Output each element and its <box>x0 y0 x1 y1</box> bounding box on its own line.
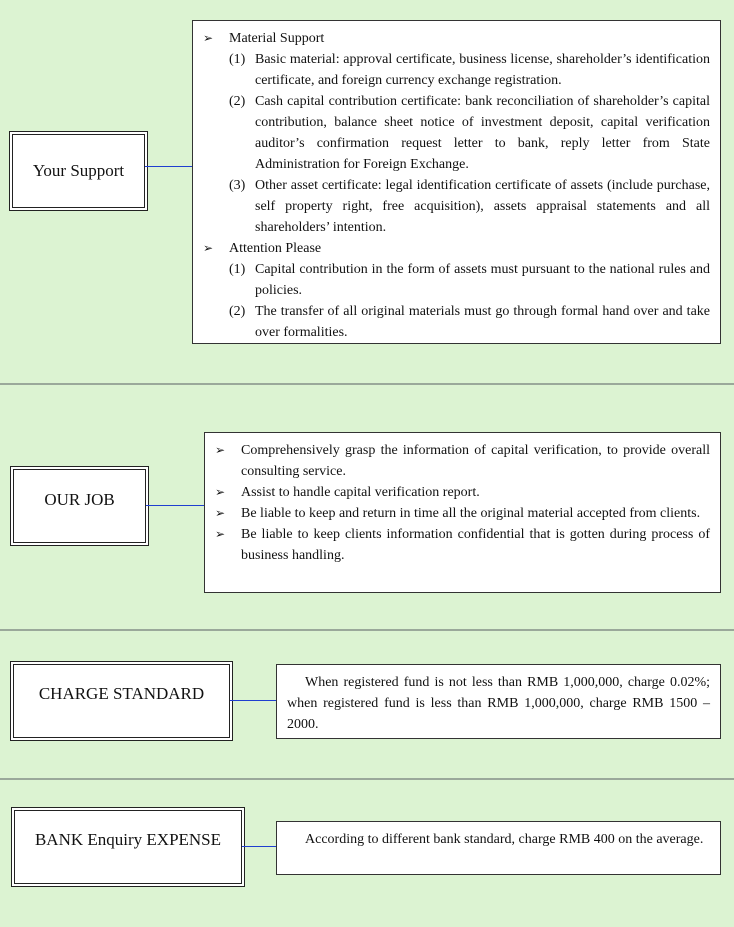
our-job-connector <box>146 505 205 506</box>
section-divider <box>0 629 734 631</box>
attention-please-heading: ➢ Attention Please <box>203 238 710 259</box>
arrowhead-bullet-icon: ➢ <box>215 506 226 520</box>
your-support-connector <box>145 166 193 167</box>
bank-enquiry-expense-label-text: BANK Enquiry EXPENSE <box>34 830 222 849</box>
list-item: (1) Capital contribution in the form of assets must pursuant to the national rules and policies. <box>229 262 710 298</box>
charge-standard-content <box>276 664 721 739</box>
arrowhead-bullet-icon: ➢ <box>215 485 226 499</box>
your-support-label-text: Your Support <box>32 161 125 180</box>
arrowhead-bullet-icon: ➢ <box>215 527 226 541</box>
section-divider <box>0 383 734 385</box>
list-item: (2) The transfer of all original materials must go through formal hand over and take over formalities. <box>229 304 710 340</box>
bank-enquiry-expense-content <box>276 821 721 875</box>
bank-enquiry-expense-label <box>14 810 242 884</box>
charge-standard-label-text: CHARGE STANDARD <box>38 684 205 703</box>
list-item: ➢ Assist to handle capital verification report. <box>215 482 710 503</box>
our-job-label <box>13 469 146 543</box>
your-support-label <box>12 134 145 208</box>
section-divider <box>0 778 734 780</box>
bank-enquiry-expense-text: According to different bank standard, charge RMB 400 on the average. <box>305 832 704 847</box>
charge-standard-connector <box>230 700 277 701</box>
list-item: (1) Basic material: approval certificate, business license, shareholder’s identification certificate, and foreign currency exchange registration. <box>229 52 710 88</box>
list-item: ➢ Be liable to keep clients information confidential that is gotten during process of business handling. <box>215 524 710 566</box>
list-item: (2) Cash capital contribution certificate: bank reconciliation of shareholder’s capital contribution, balance sheet notice of investment deposit, capital verification auditor’s confirmation request letter to bank, reply letter from State Administration for Foreign Exchange. <box>229 94 710 172</box>
arrowhead-bullet-icon: ➢ <box>203 241 214 255</box>
arrowhead-bullet-icon: ➢ <box>203 31 214 45</box>
our-job-content <box>204 432 721 593</box>
charge-standard-text: When registered fund is not less than RMB 1,000,000, charge 0.02%; when registered fund is less than RMB 1,000,000, charge RMB 1500 – 2000. <box>287 675 710 732</box>
list-item: ➢ Be liable to keep and return in time all the original material accepted from clients. <box>215 503 710 524</box>
your-support-content <box>192 20 721 344</box>
bank-enquiry-expense-connector <box>242 846 277 847</box>
our-job-label-text: OUR JOB <box>44 490 115 509</box>
material-support-heading: ➢ Material Support <box>203 28 710 49</box>
charge-standard-label <box>13 664 230 738</box>
list-item: (3) Other asset certificate: legal identification certificate of assets (include purchase, self property right, free acquisition), assets appraisal statements and all shareholders’ intention. <box>229 178 710 235</box>
list-item: ➢ Comprehensively grasp the information of capital verification, to provide overall consulting service. <box>215 440 710 482</box>
arrowhead-bullet-icon: ➢ <box>215 443 226 457</box>
